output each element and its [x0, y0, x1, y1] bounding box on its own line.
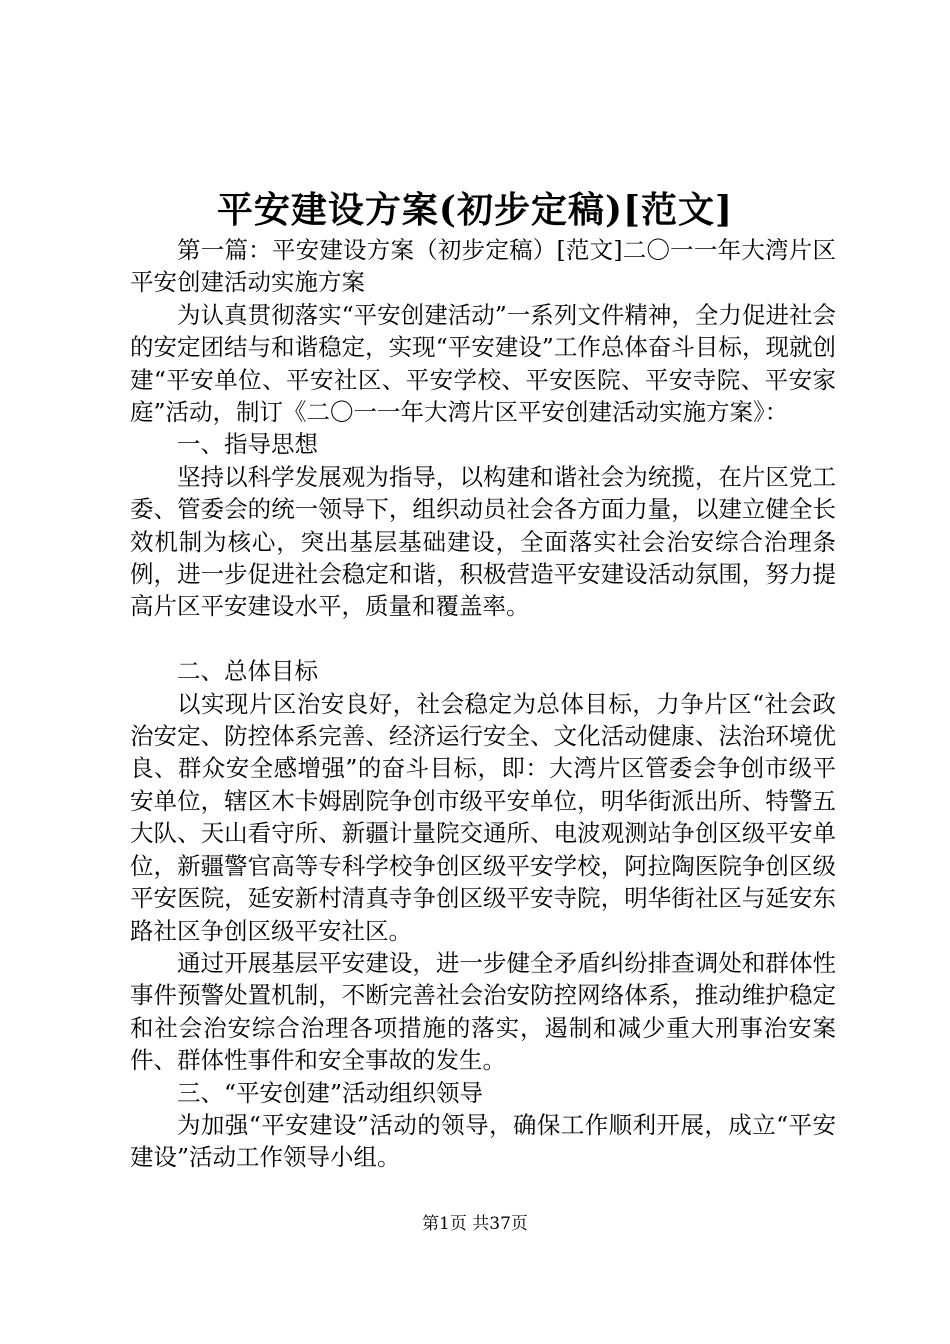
paragraph-purpose: 为认真贯彻落实“平安创建活动”一系列文件精神，全力促进社会的安定团结与和谐稳定，实现“平安建设”工作总体奋斗目标，现就创建“平安单位、平安社区、平安学校、平安医院、平安寺院、平安家庭”活动，制订《二〇一一年大湾片区平安创建活动实施方案》： — [130, 300, 836, 427]
page-footer: 第1页 共37页 — [422, 1214, 528, 1234]
section-heading-guiding-thought: 一、指导思想 — [177, 430, 318, 459]
paragraph-spacer — [130, 623, 836, 655]
paragraph-guiding-thought: 坚持以科学发展观为指导，以构建和谐社会为统揽，在片区党工委、管委会的统一领导下，组织动员社会各方面力量，以建立健全长效机制为核心，突出基层基础建设，全面落实社会治安综合治理条例，进一步促进社会稳定和谐，积极营造平安建设活动氛围，努力提高片区平安建设水平，质量和覆盖率。 — [130, 462, 836, 621]
paragraph-leadership: 为加强“平安建设”活动的领导，确保工作顺利开展，成立“平安建设”活动工作领导小组。 — [130, 1110, 836, 1172]
section-heading-leadership: 三、“平安创建”活动组织领导 — [177, 1078, 484, 1107]
section-heading-overall-goal: 二、总体目标 — [177, 657, 318, 686]
paragraph-mechanisms: 通过开展基层平安建设，进一步健全矛盾纠纷排查调处和群体性事件预警处置机制，不断完善社会治安防控网络体系，推动维护稳定和社会治安综合治理各项措施的落实，遏制和减少重大刑事治安案件、群体性事件和安全事故的发生。 — [130, 948, 836, 1075]
document-title: 平安建设方案(初步定稿)[范文] — [216, 189, 734, 231]
paragraph-intro: 第一篇：平安建设方案（初步定稿）[范文]二〇一一年大湾片区平安创建活动实施方案 — [130, 236, 836, 297]
paragraph-overall-goal: 以实现片区治安良好，社会稳定为总体目标，力争片区“社会政治安定、防控体系完善、经济运行安全、文化活动健康、法治环境优良、群众安全感增强”的奋斗目标，即：大湾片区管委会争创市级平安单位，辖区木卡姆剧院争创市级平安单位，明华街派出所、特警五大队、天山看守所、新疆计量院交通所、电波观测站争创区级平安单位，新疆警官高等专科学校争创区级平安学校，阿拉陶医院争创区级平安医院，延安新村清真寺争创区级平安寺院，明华街社区与延安东路社区争创区级平安社区。 — [130, 689, 836, 945]
document-body — [130, 234, 836, 1174]
